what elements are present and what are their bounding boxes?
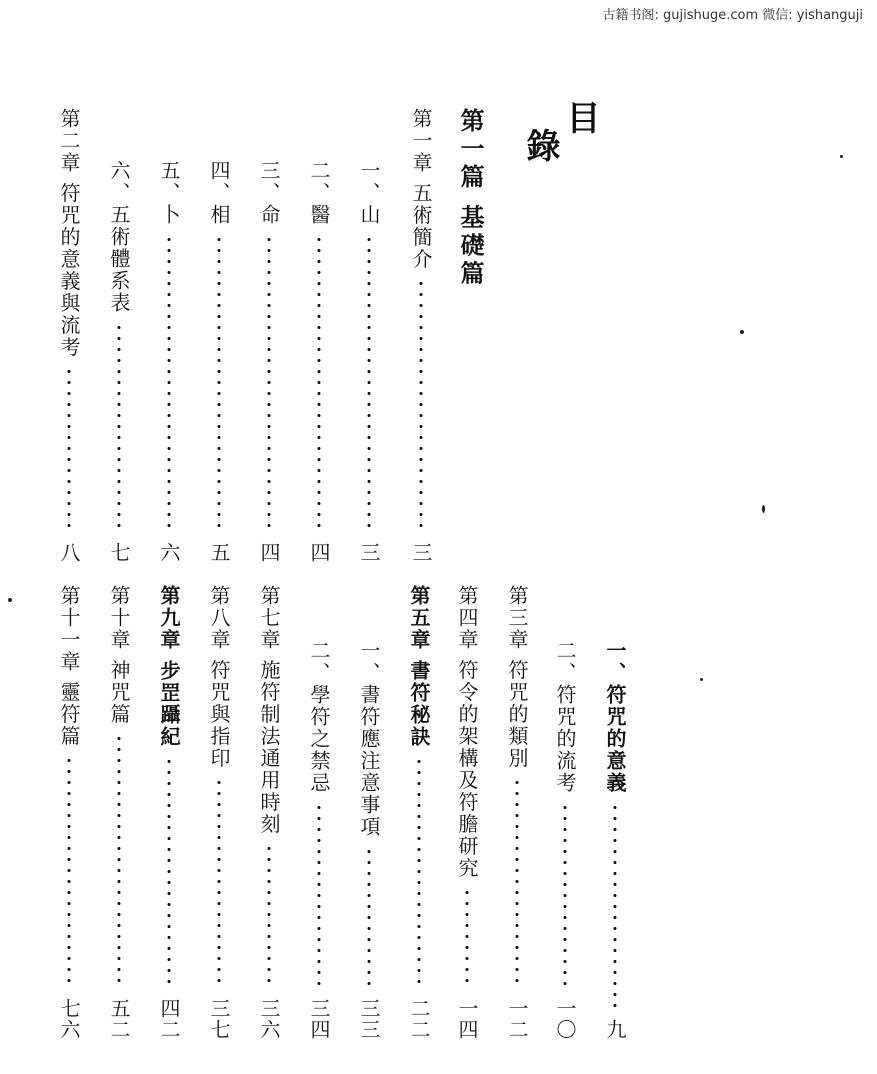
toc-entry-item[interactable]: 二、學符之禁忌 三四	[307, 640, 331, 1040]
page-number: 三三	[357, 998, 381, 1040]
toc-entry-chapter-9[interactable]: 第九章 步罡躡紀 四二	[157, 585, 181, 1040]
page-number: 一四	[455, 998, 479, 1040]
toc-entry-chapter-11[interactable]: 第十一章 靈符篇 七六	[57, 585, 81, 1040]
dot-leader	[563, 802, 567, 990]
page-number: 三四	[307, 998, 331, 1040]
page-number: 四二	[157, 998, 181, 1040]
page-number: 三	[409, 542, 433, 563]
page-number: 九	[603, 1019, 627, 1040]
dot-leader	[267, 234, 271, 534]
toc-entry-item[interactable]: 一、符咒的意義 九	[603, 640, 627, 1040]
dot-leader	[267, 843, 271, 990]
toc-entry-chapter-1[interactable]: 第一章 五術簡介 三	[409, 108, 433, 563]
scan-speck	[740, 330, 744, 334]
page-number: 五二	[107, 998, 131, 1040]
page-number: 八	[57, 542, 81, 563]
page-number: 一二	[505, 998, 529, 1040]
dot-leader	[167, 234, 171, 534]
dot-leader	[217, 777, 221, 990]
dot-leader	[67, 755, 71, 990]
toc-entry-item[interactable]: 五、卜 六	[157, 160, 181, 563]
scan-speck	[762, 505, 765, 513]
dot-leader	[117, 322, 121, 534]
toc-entry-item[interactable]: 四、相 五	[207, 160, 231, 563]
page-number: 三六	[257, 998, 281, 1040]
toc-entry-item[interactable]: 六、五術體系表 七	[107, 160, 131, 563]
page-number: 五	[207, 542, 231, 563]
dot-leader	[167, 756, 171, 990]
title-char-2: 錄	[520, 128, 560, 162]
page-number: 七	[107, 542, 131, 563]
title-char-1: 目	[560, 100, 600, 134]
toc-entry-chapter-3[interactable]: 第三章 符咒的類別 一二	[505, 585, 529, 1040]
scan-speck	[840, 155, 843, 158]
dot-leader	[67, 366, 71, 534]
page-number: 三七	[207, 998, 231, 1040]
part-heading: 第一篇 基礎篇	[456, 108, 485, 289]
toc-title	[520, 100, 600, 162]
toc-entry-item[interactable]: 一、山 三	[357, 160, 381, 563]
dot-leader	[217, 234, 221, 534]
dot-leader	[367, 846, 371, 990]
dot-leader	[317, 802, 321, 990]
scan-speck	[8, 598, 12, 602]
page-number: 一〇	[553, 998, 577, 1040]
scan-speck	[700, 678, 703, 681]
dot-leader	[417, 756, 421, 990]
page-number: 七六	[57, 998, 81, 1040]
toc-entry-chapter-5[interactable]: 第五章 書符秘訣 二二	[407, 585, 431, 1040]
page-number: 六	[157, 542, 181, 563]
dot-leader	[367, 234, 371, 534]
toc-entry-item[interactable]: 二、符咒的流考 一〇	[553, 640, 577, 1040]
dot-leader	[613, 802, 617, 1011]
toc-entry-item[interactable]: 一、書符應注意事項 三三	[357, 640, 381, 1040]
page-number: 三	[357, 542, 381, 563]
toc-entry-chapter-10[interactable]: 第十章 神咒篇 五二	[107, 585, 131, 1040]
dot-leader	[117, 733, 121, 990]
toc-entry-item[interactable]: 二、醫 四	[307, 160, 331, 563]
toc-entry-chapter-4[interactable]: 第四章 符令的架構及符膽研究 一四	[455, 585, 479, 1040]
watermark: 古籍书阁: gujishuge.com 微信: yishanguji	[602, 8, 863, 23]
page-number: 四	[307, 542, 331, 563]
toc-entry-item[interactable]: 三、命 四	[257, 160, 281, 563]
page-number: 二二	[407, 998, 431, 1040]
dot-leader	[465, 887, 469, 990]
dot-leader	[419, 278, 423, 534]
toc-entry-chapter-7[interactable]: 第七章 施符制法通用時刻 三六	[257, 585, 281, 1040]
page-number: 四	[257, 542, 281, 563]
dot-leader	[317, 234, 321, 534]
toc-entry-chapter-2[interactable]: 第二章 符咒的意義與流考 八	[57, 108, 81, 563]
toc-entry-chapter-8[interactable]: 第八章 符咒與指印 三七	[207, 585, 231, 1040]
dot-leader	[515, 777, 519, 990]
